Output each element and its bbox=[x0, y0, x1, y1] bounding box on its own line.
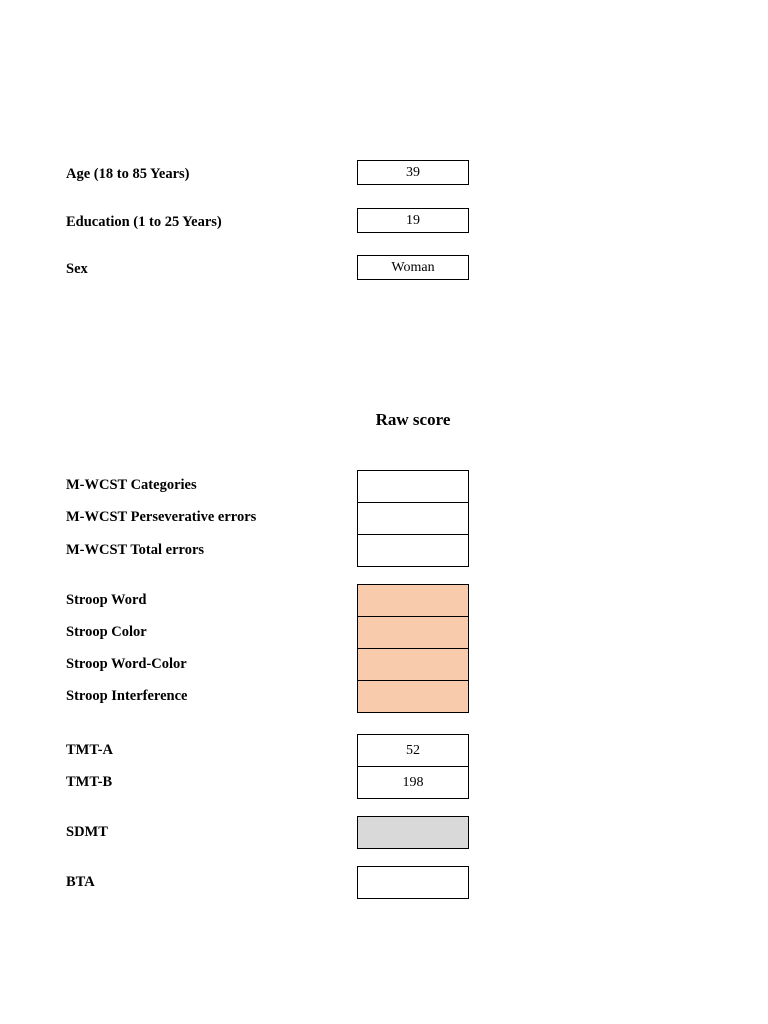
tmt-b-label: TMT-B bbox=[66, 774, 113, 790]
stroop-word-field[interactable] bbox=[357, 584, 469, 617]
sdmt-label: SDMT bbox=[66, 824, 108, 840]
stroop-color-label: Stroop Color bbox=[66, 624, 147, 640]
sdmt-field[interactable] bbox=[357, 816, 469, 849]
stroop-word-color-label: Stroop Word-Color bbox=[66, 656, 187, 672]
wcst-perseverative-label: M-WCST Perseverative errors bbox=[66, 509, 257, 525]
stroop-interference-field[interactable] bbox=[357, 681, 469, 713]
age-label: Age (18 to 85 Years) bbox=[66, 166, 190, 182]
stroop-word-label: Stroop Word bbox=[66, 592, 147, 608]
stroop-word-color-field[interactable] bbox=[357, 649, 469, 681]
wcst-total-field[interactable] bbox=[357, 535, 469, 567]
wcst-total-label: M-WCST Total errors bbox=[66, 542, 205, 558]
bta-field[interactable] bbox=[357, 866, 469, 899]
age-field[interactable]: 39 bbox=[357, 160, 469, 185]
stroop-color-field[interactable] bbox=[357, 617, 469, 649]
sex-field[interactable]: Woman bbox=[357, 255, 469, 280]
tmt-a-label: TMT-A bbox=[66, 742, 113, 758]
wcst-categories-field[interactable] bbox=[357, 470, 469, 503]
tmt-b-field[interactable]: 198 bbox=[357, 767, 469, 799]
bta-label: BTA bbox=[66, 874, 95, 890]
education-field[interactable]: 19 bbox=[357, 208, 469, 233]
wcst-categories-label: M-WCST Categories bbox=[66, 477, 197, 493]
wcst-perseverative-field[interactable] bbox=[357, 503, 469, 535]
stroop-interference-label: Stroop Interference bbox=[66, 688, 188, 704]
raw-score-header: Raw score bbox=[375, 410, 451, 429]
education-label: Education (1 to 25 Years) bbox=[66, 214, 222, 230]
sex-label: Sex bbox=[66, 261, 88, 277]
tmt-a-field[interactable]: 52 bbox=[357, 734, 469, 767]
